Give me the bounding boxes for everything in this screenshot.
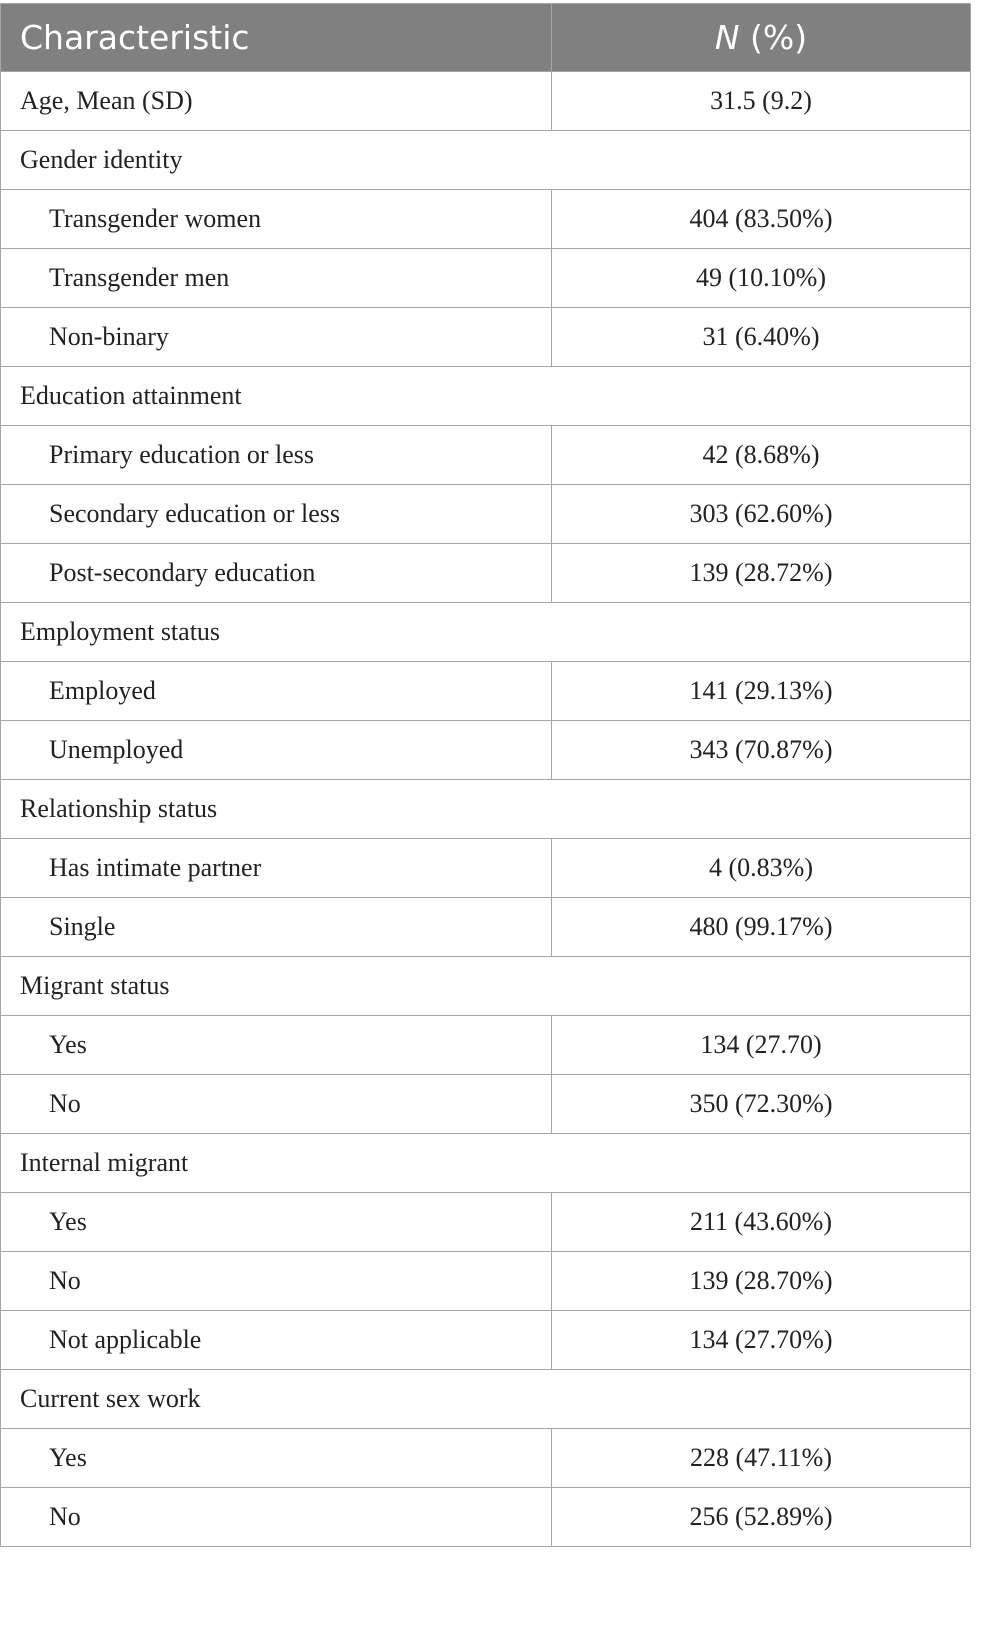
row-value: 256 (52.89%) xyxy=(552,1488,971,1547)
table-row xyxy=(1,308,971,367)
row-label: Employed xyxy=(1,662,552,721)
row-label: Age, Mean (SD) xyxy=(1,72,552,131)
header-characteristic: Characteristic xyxy=(1,4,552,72)
row-value: 49 (10.10%) xyxy=(552,249,971,308)
row-label: Not applicable xyxy=(1,1311,552,1370)
group-label: Internal migrant xyxy=(1,1134,971,1193)
table-row xyxy=(1,1252,971,1311)
group-row xyxy=(1,367,971,426)
characteristics-table-container xyxy=(0,3,970,1547)
header-n-letter: N xyxy=(714,18,740,57)
table-row xyxy=(1,1193,971,1252)
table-row xyxy=(1,1016,971,1075)
row-label: Transgender women xyxy=(1,190,552,249)
row-label: Yes xyxy=(1,1016,552,1075)
table-row xyxy=(1,898,971,957)
row-value: 4 (0.83%) xyxy=(552,839,971,898)
row-label: Has intimate partner xyxy=(1,839,552,898)
table-row xyxy=(1,1488,971,1547)
row-value: 211 (43.60%) xyxy=(552,1193,971,1252)
table-row xyxy=(1,1075,971,1134)
row-value: 134 (27.70) xyxy=(552,1016,971,1075)
row-value: 31 (6.40%) xyxy=(552,308,971,367)
group-label: Relationship status xyxy=(1,780,971,839)
table-row xyxy=(1,1429,971,1488)
table-row xyxy=(1,249,971,308)
row-value: 139 (28.72%) xyxy=(552,544,971,603)
row-value: 141 (29.13%) xyxy=(552,662,971,721)
row-value: 343 (70.87%) xyxy=(552,721,971,780)
row-value: 31.5 (9.2) xyxy=(552,72,971,131)
table-row xyxy=(1,662,971,721)
row-value: 303 (62.60%) xyxy=(552,485,971,544)
row-value: 42 (8.68%) xyxy=(552,426,971,485)
characteristics-table xyxy=(0,3,971,1547)
group-row xyxy=(1,957,971,1016)
group-row xyxy=(1,1134,971,1193)
row-label: Post-secondary education xyxy=(1,544,552,603)
group-label: Migrant status xyxy=(1,957,971,1016)
row-label: Primary education or less xyxy=(1,426,552,485)
group-label: Education attainment xyxy=(1,367,971,426)
row-value: 228 (47.11%) xyxy=(552,1429,971,1488)
table-header-row xyxy=(1,4,971,72)
row-value: 404 (83.50%) xyxy=(552,190,971,249)
table-row xyxy=(1,190,971,249)
group-row xyxy=(1,131,971,190)
row-label: Unemployed xyxy=(1,721,552,780)
table-row xyxy=(1,426,971,485)
row-label: No xyxy=(1,1075,552,1134)
table-row xyxy=(1,1311,971,1370)
group-row xyxy=(1,603,971,662)
row-label: Single xyxy=(1,898,552,957)
table-row xyxy=(1,544,971,603)
row-label: No xyxy=(1,1252,552,1311)
row-label: No xyxy=(1,1488,552,1547)
group-label: Gender identity xyxy=(1,131,971,190)
row-value: 139 (28.70%) xyxy=(552,1252,971,1311)
row-label: Yes xyxy=(1,1193,552,1252)
group-label: Employment status xyxy=(1,603,971,662)
table-row xyxy=(1,72,971,131)
row-value: 350 (72.30%) xyxy=(552,1075,971,1134)
row-label: Yes xyxy=(1,1429,552,1488)
row-label: Secondary education or less xyxy=(1,485,552,544)
group-row xyxy=(1,1370,971,1429)
row-value: 480 (99.17%) xyxy=(552,898,971,957)
group-row xyxy=(1,780,971,839)
table-row xyxy=(1,721,971,780)
group-label: Current sex work xyxy=(1,1370,971,1429)
row-value: 134 (27.70%) xyxy=(552,1311,971,1370)
row-label: Non-binary xyxy=(1,308,552,367)
row-label: Transgender men xyxy=(1,249,552,308)
header-percent-label: (%) xyxy=(739,18,808,57)
table-row xyxy=(1,485,971,544)
header-n-percent xyxy=(552,4,971,72)
table-row xyxy=(1,839,971,898)
